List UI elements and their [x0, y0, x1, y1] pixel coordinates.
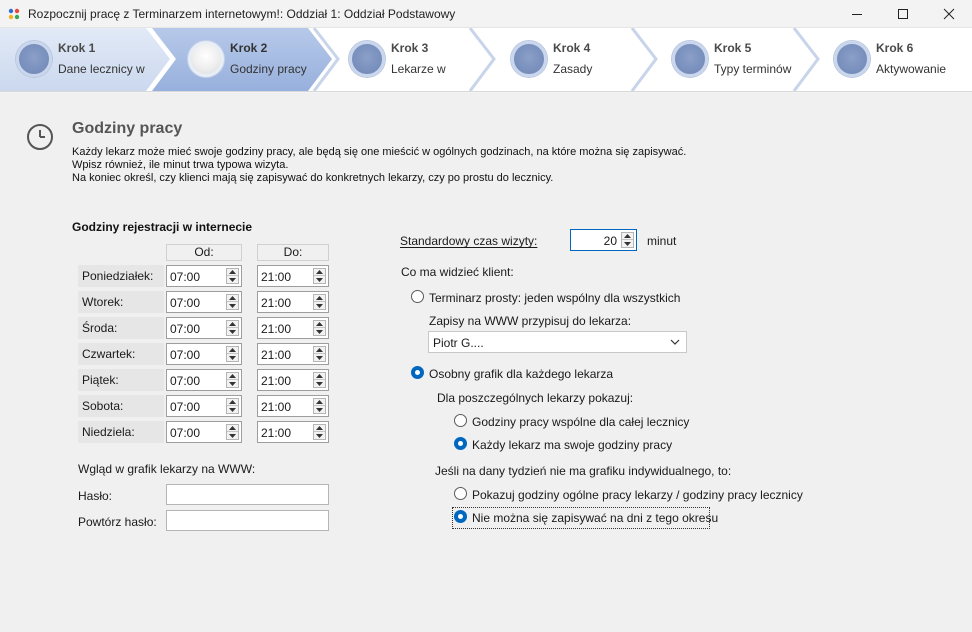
- from-time-stepper[interactable]: [166, 421, 242, 443]
- spin-up-icon[interactable]: [227, 347, 238, 354]
- step-1-number: Krok 1: [58, 41, 96, 55]
- from-time-value: 07:00: [170, 374, 201, 388]
- to-time-arrows[interactable]: [313, 372, 326, 388]
- spin-down-icon[interactable]: [314, 406, 325, 413]
- day-label-cell: [78, 291, 164, 313]
- maximize-icon: [897, 8, 909, 20]
- repeat-password-label: Powtórz hasło:: [78, 515, 157, 529]
- minimize-button[interactable]: [834, 0, 880, 28]
- from-time-value: 07:00: [170, 400, 201, 414]
- spin-down-icon[interactable]: [622, 240, 633, 247]
- spin-up-icon[interactable]: [227, 425, 238, 432]
- day-label: Piątek:: [82, 373, 119, 387]
- step-6[interactable]: [818, 28, 968, 92]
- maximize-button[interactable]: [880, 0, 926, 28]
- step-2-number: Krok 2: [230, 41, 268, 55]
- to-time-stepper[interactable]: [257, 265, 329, 287]
- step-5[interactable]: [656, 28, 806, 92]
- to-time-arrows[interactable]: [313, 346, 326, 362]
- step-5-indicator: [672, 41, 708, 77]
- page-description: [72, 146, 686, 185]
- close-button[interactable]: [926, 0, 972, 28]
- from-time-value: 07:00: [170, 426, 201, 440]
- radio-own-hours-label[interactable]: Każdy lekarz ma swoje godziny pracy: [472, 438, 673, 452]
- step-3-label: Lekarze w: [391, 62, 446, 76]
- password-label: Hasło:: [78, 489, 113, 503]
- to-time-arrows[interactable]: [313, 320, 326, 336]
- radio-fallback-general-label[interactable]: Pokazuj godziny ogólne pracy lekarzy / godziny pracy lecznicy: [472, 488, 803, 502]
- step-6-indicator: [834, 41, 870, 77]
- spin-down-icon[interactable]: [227, 354, 238, 361]
- spin-up-icon[interactable]: [227, 295, 238, 302]
- spin-down-icon[interactable]: [227, 328, 238, 335]
- spin-down-icon[interactable]: [314, 328, 325, 335]
- step-5-label: Typy terminów: [714, 62, 792, 76]
- spin-down-icon[interactable]: [227, 276, 238, 283]
- from-time-arrows[interactable]: [226, 294, 239, 310]
- to-time-stepper[interactable]: [257, 317, 329, 339]
- page-content: [0, 93, 972, 632]
- day-label: Wtorek:: [82, 295, 124, 309]
- description-line-2: Wpisz również, ile minut trwa typowa wizyta.: [72, 159, 289, 171]
- wizard-steps: [0, 28, 972, 92]
- radio-common-hours-label[interactable]: Godziny pracy wspólne dla całej lecznicy: [472, 415, 690, 429]
- assign-doctor-value: Piotr G....: [433, 336, 484, 350]
- step-2-indicator: [188, 41, 224, 77]
- app-icon: [7, 7, 21, 21]
- day-label-cell: [78, 395, 164, 417]
- visit-duration-label: Standardowy czas wizyty:: [400, 234, 538, 248]
- from-time-arrows[interactable]: [226, 424, 239, 440]
- spin-down-icon[interactable]: [227, 432, 238, 439]
- from-time-stepper[interactable]: [166, 369, 242, 391]
- close-icon: [943, 8, 955, 20]
- step-3[interactable]: [333, 28, 483, 92]
- to-time-arrows[interactable]: [313, 424, 326, 440]
- chevron-down-icon: [670, 338, 680, 346]
- spin-up-icon[interactable]: [227, 399, 238, 406]
- title-bar: [0, 0, 972, 28]
- from-column-header: Od:: [166, 244, 242, 261]
- assign-doctor-label: Zapisy na WWW przypisuj do lekarza:: [429, 314, 632, 328]
- from-time-arrows[interactable]: [226, 268, 239, 284]
- radio-own-hours[interactable]: [454, 437, 467, 450]
- visit-duration-unit: minut: [647, 234, 677, 248]
- day-label: Niedziela:: [82, 425, 135, 439]
- spin-up-icon[interactable]: [314, 321, 325, 328]
- step-3-number: Krok 3: [391, 41, 429, 55]
- to-time-value: 21:00: [261, 322, 292, 336]
- day-label-cell: [78, 369, 164, 391]
- to-time-value: 21:00: [261, 426, 292, 440]
- to-time-stepper[interactable]: [257, 369, 329, 391]
- description-line-1: Każdy lekarz może mieć swoje godziny pracy, ale będą się one mieścić w ogólnych godzinach, na które można się zapisywać.: [72, 146, 687, 158]
- from-time-arrows[interactable]: [226, 320, 239, 336]
- assign-doctor-select[interactable]: [428, 331, 687, 353]
- repeat-password-field[interactable]: [166, 510, 329, 531]
- from-time-value: 07:00: [170, 322, 201, 336]
- radio-common-hours[interactable]: [454, 414, 467, 427]
- www-view-label: Wgląd w grafik lekarzy na WWW:: [78, 462, 256, 476]
- step-2-label: Godziny pracy: [230, 62, 307, 76]
- from-time-stepper[interactable]: [166, 291, 242, 313]
- radio-simple-schedule[interactable]: [411, 290, 424, 303]
- step-3-indicator: [349, 41, 385, 77]
- step-1[interactable]: [0, 28, 150, 92]
- spin-up-icon[interactable]: [314, 295, 325, 302]
- spin-down-icon[interactable]: [314, 302, 325, 309]
- to-time-stepper[interactable]: [257, 291, 329, 313]
- day-label: Poniedziałek:: [82, 269, 154, 283]
- to-time-stepper[interactable]: [257, 395, 329, 417]
- radio-simple-schedule-label[interactable]: Terminarz prosty: jeden wspólny dla wszystkich: [429, 291, 681, 305]
- spin-down-icon[interactable]: [227, 406, 238, 413]
- to-column-header: Do:: [257, 244, 329, 261]
- step-4[interactable]: [495, 28, 645, 92]
- spin-up-icon[interactable]: [314, 425, 325, 432]
- from-time-stepper[interactable]: [166, 317, 242, 339]
- description-line-3: Na koniec określ, czy klienci mają się zapisywać do konkretnych lekarzy, czy po prostu do lecznicy.: [72, 172, 554, 184]
- clock-icon: [26, 123, 54, 151]
- hours-section-title: Godziny rejestracji w internecie: [72, 220, 253, 234]
- to-time-stepper[interactable]: [257, 421, 329, 443]
- to-time-value: 21:00: [261, 296, 292, 310]
- spin-up-icon[interactable]: [314, 347, 325, 354]
- day-label-cell: [78, 265, 164, 287]
- minimize-icon: [851, 8, 863, 20]
- step-1-indicator: [16, 41, 52, 77]
- day-label-cell: [78, 343, 164, 365]
- page-title: Godziny pracy: [72, 120, 183, 137]
- client-view-label: Co ma widzieć klient:: [401, 265, 514, 279]
- day-label: Sobota:: [82, 399, 124, 413]
- to-time-stepper[interactable]: [257, 343, 329, 365]
- visit-duration-arrows[interactable]: [621, 232, 634, 248]
- spin-up-icon[interactable]: [622, 233, 633, 240]
- day-label-cell: [78, 317, 164, 339]
- step-2[interactable]: [172, 28, 322, 92]
- to-time-value: 21:00: [261, 348, 292, 362]
- step-1-label: Dane lecznicy w: [58, 62, 145, 76]
- radio-fallback-block[interactable]: [454, 510, 467, 523]
- from-time-arrows[interactable]: [226, 372, 239, 388]
- spin-up-icon[interactable]: [227, 321, 238, 328]
- step-6-number: Krok 6: [876, 41, 914, 55]
- to-time-arrows[interactable]: [313, 294, 326, 310]
- to-time-value: 21:00: [261, 400, 292, 414]
- to-time-arrows[interactable]: [313, 268, 326, 284]
- from-time-value: 07:00: [170, 270, 201, 284]
- from-time-value: 07:00: [170, 296, 201, 310]
- step-4-indicator: [511, 41, 547, 77]
- from-time-stepper[interactable]: [166, 343, 242, 365]
- spin-down-icon[interactable]: [227, 302, 238, 309]
- fallback-label: Jeśli na dany tydzień nie ma grafiku indywidualnego, to:: [435, 464, 732, 478]
- day-label: Środa:: [82, 321, 118, 335]
- step-4-number: Krok 4: [553, 41, 591, 55]
- radio-fallback-general[interactable]: [454, 487, 467, 500]
- to-time-value: 21:00: [261, 374, 292, 388]
- step-5-number: Krok 5: [714, 41, 752, 55]
- step-4-label: Zasady: [553, 62, 593, 76]
- password-field[interactable]: [166, 484, 329, 505]
- from-time-stepper[interactable]: [166, 265, 242, 287]
- spin-down-icon[interactable]: [314, 354, 325, 361]
- radio-separate-schedule[interactable]: [411, 366, 424, 379]
- step-6-label: Aktywowanie: [876, 62, 947, 76]
- spin-up-icon[interactable]: [227, 373, 238, 380]
- day-label: Czwartek:: [82, 347, 136, 361]
- spin-down-icon[interactable]: [314, 380, 325, 387]
- to-time-value: 21:00: [261, 270, 292, 284]
- spin-down-icon[interactable]: [314, 276, 325, 283]
- from-time-value: 07:00: [170, 348, 201, 362]
- spin-down-icon[interactable]: [314, 432, 325, 439]
- spin-down-icon[interactable]: [227, 380, 238, 387]
- to-time-arrows[interactable]: [313, 398, 326, 414]
- day-label-cell: [78, 421, 164, 443]
- window-title: Rozpocznij pracę z Terminarzem internetowym!: Oddział 1: Oddział Podstawowy: [28, 7, 456, 21]
- from-time-arrows[interactable]: [226, 398, 239, 414]
- spin-up-icon[interactable]: [227, 269, 238, 276]
- from-time-arrows[interactable]: [226, 346, 239, 362]
- radio-separate-schedule-label[interactable]: Osobny grafik dla każdego lekarza: [429, 367, 614, 381]
- radio-fallback-block-label[interactable]: Nie można się zapisywać na dni z tego okresu: [472, 511, 719, 525]
- show-for-doctors-label: Dla poszczególnych lekarzy pokazuj:: [437, 391, 634, 405]
- visit-duration-stepper[interactable]: [570, 229, 637, 251]
- visit-duration-value: 20: [603, 234, 617, 248]
- spin-up-icon[interactable]: [314, 373, 325, 380]
- from-time-stepper[interactable]: [166, 395, 242, 417]
- spin-up-icon[interactable]: [314, 269, 325, 276]
- spin-up-icon[interactable]: [314, 399, 325, 406]
